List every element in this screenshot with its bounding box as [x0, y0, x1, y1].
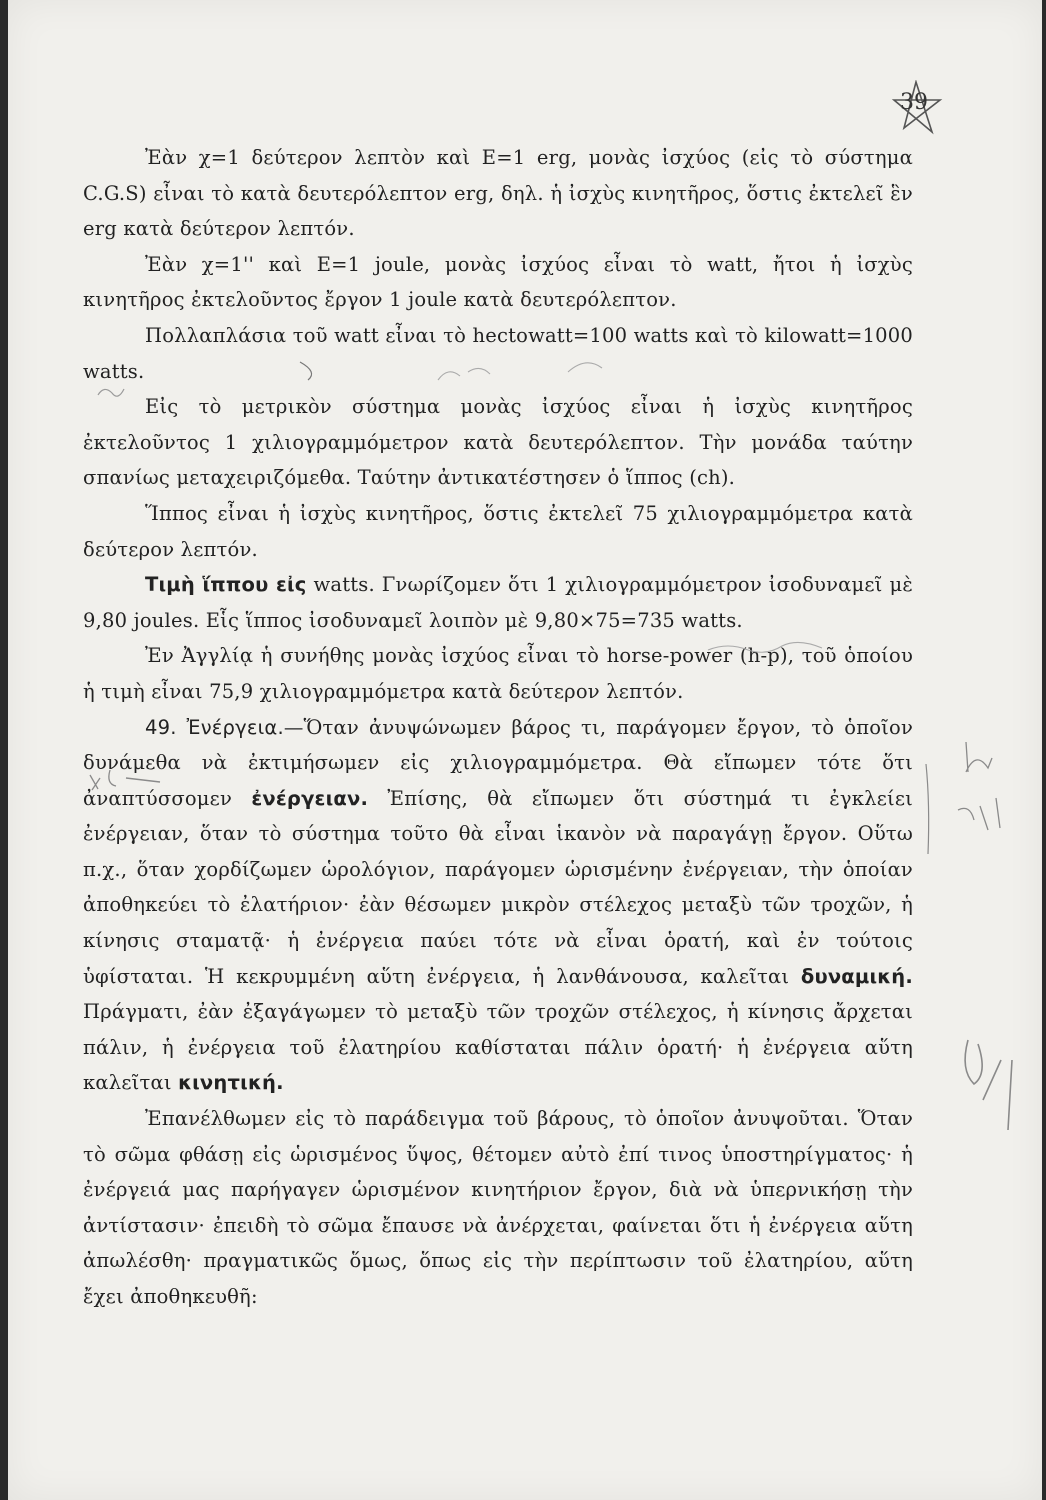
- section-title: Ἐνέργεια.: [186, 715, 284, 739]
- term-potential: δυναμική.: [800, 964, 913, 988]
- body-text: [83, 140, 913, 1315]
- paragraph-erg-unit: Ἐὰν χ=1 δεύτερον λεπτὸν καὶ Ε=1 erg, μονὰς ἰσχύος (εἰς τὸ σύστημα C.G.S) εἶναι τὸ κατὰ δευτερόλεπτον erg, δηλ. ἡ ἰσχὺς κινητῆρος, ὅστις ἐκτελεῖ ἓν erg κατὰ δεύτερον λεπτόν.: [83, 146, 913, 241]
- paragraph-metric-unit: Εἰς τὸ μετρικὸν σύστημα μονὰς ἰσχύος εἶναι ἡ ἰσχὺς κινητῆρος ἐκτελοῦντος 1 χιλιογραμμόμετρον κατὰ δευτερόλεπτον. Τὴν μονάδα ταύτην σπανίως μεταχειριζόμεθα. Ταύτην ἀντικατέστησεν ὁ ἵππος (ch).: [83, 395, 913, 490]
- term-kinetic: κινητική.: [178, 1071, 284, 1095]
- paragraph-english-horsepower: Ἐν Ἀγγλίᾳ ἡ συνήθης μονὰς ἰσχύος εἶναι τὸ horse-power (h-p), τοῦ ὁποίου ἡ τιμὴ εἶναι 75,9 χιλιογραμμόμετρα κατὰ δεύτερον λεπτόν.: [83, 644, 913, 703]
- page-number: [886, 80, 946, 140]
- paragraph-multiples: Πολλαπλάσια τοῦ watt εἶναι τὸ hectowatt=100 watts καὶ τὸ kilowatt=1000 watts.: [83, 323, 913, 383]
- paragraph-horsepower-definition: Ἵππος εἶναι ἡ ἰσχὺς κινητῆρος, ὅστις ἐκτελεῖ 75 χιλιογραμμόμετρα κατὰ δεύτερον λεπτόν.: [83, 501, 913, 561]
- horsepower-heading: Τιμὴ ἵππου εἰς: [145, 573, 307, 597]
- book-page: [8, 0, 1042, 1500]
- section-number: 49.: [145, 715, 177, 739]
- page-number-text: 39: [900, 90, 928, 115]
- section-energy: 49. Ἐνέργεια.—Ὅταν ἀνυψώνωμεν βάρος τι, παράγομεν ἔργον, τὸ ὁποῖον δυνάμεθα νὰ ἐκτιμήσωμεν εἰς χιλιογραμμόμετρα. Θὰ εἴπωμεν τότε ὅτι ἀναπτύσσομεν ἐνέργειαν. Ἐπίσης, θὰ εἴπωμεν ὅτι σύστημά τι ἐγκλείει ἐνέργειαν, ὅταν τὸ σύστημα τοῦτο θὰ εἶναι ἱκανὸν νὰ παραγάγῃ ἔργον. Οὕτω π.χ., ὅταν χορδίζωμεν ὡρολόγιον, παράγομεν ὡρισμένην ἐνέργειαν, τὴν ὁποίαν ἀποθηκεύει τὸ ἐλατήριον· ἐὰν θέσωμεν μικρὸν στέλεχος μεταξὺ τῶν τροχῶν, ἡ κίνησις σταματᾷ· ἡ ἐνέργεια παύει τότε νὰ εἶναι ὁρατή, καὶ ἐν τούτοις ὑφίσταται. Ἡ κεκρυμμένη αὕτη ἐνέργεια, ἡ λανθάνουσα, καλεῖται δυναμική. Πράγματι, ἐὰν ἐξαγάγωμεν τὸ μεταξὺ τῶν τροχῶν στέλεχος, ἡ κίνησις ἄρχεται πάλιν, ἡ ἐνέργεια τοῦ ἐλατηρίου καθίσταται πάλιν ὁρατή· ἡ ἐνέργεια αὕτη καλεῖται κινητική.: [83, 715, 913, 1095]
- paragraph-raised-weight: Ἐπανέλθωμεν εἰς τὸ παράδειγμα τοῦ βάρους, τὸ ὁποῖον ἀνυψοῦται. Ὅταν τὸ σῶμα φθάσῃ εἰς ὡρισμένος ὕψος, θέτομεν αὐτὸ ἐπί τινος ὑποστηρίγματος· ἡ ἐνέργειά μας παρήγαγεν ὡρισμένον κινητήριον ἔργον, διὰ νὰ ὑπερνικήσῃ τὴν ἀντίστασιν· ἐπειδὴ τὸ σῶμα ἔπαυσε νὰ ἀνέρχεται, φαίνεται ὅτι ἡ ἐνέργεια αὕτη ἀπωλέσθη· πραγματικῶς ὅμως, ὅπως εἰς τὴν περίπτωσιν τοῦ ἐλατηρίου, αὕτη ἔχει ἀποθηκευθῆ:: [83, 1107, 913, 1308]
- paragraph-watt-unit: Ἐὰν χ=1'' καὶ Ε=1 joule, μονὰς ἰσχύος εἶναι τὸ watt, ἤτοι ἡ ἰσχὺς κινητῆρος ἐκτελοῦντος ἔργον 1 joule κατὰ δευτερόλεπτον.: [83, 252, 913, 312]
- paragraph-horsepower-in-watts: Τιμὴ ἵππου εἰς watts. Γνωρίζομεν ὅτι 1 χιλιογραμμόμετρον ἰσοδυναμεῖ μὲ 9,80 joules. Εἷς ἵππος ἰσοδυναμεῖ λοιπὸν μὲ 9,80×75=735 watts.: [83, 573, 913, 632]
- term-energy: ἐνέργειαν.: [251, 786, 369, 810]
